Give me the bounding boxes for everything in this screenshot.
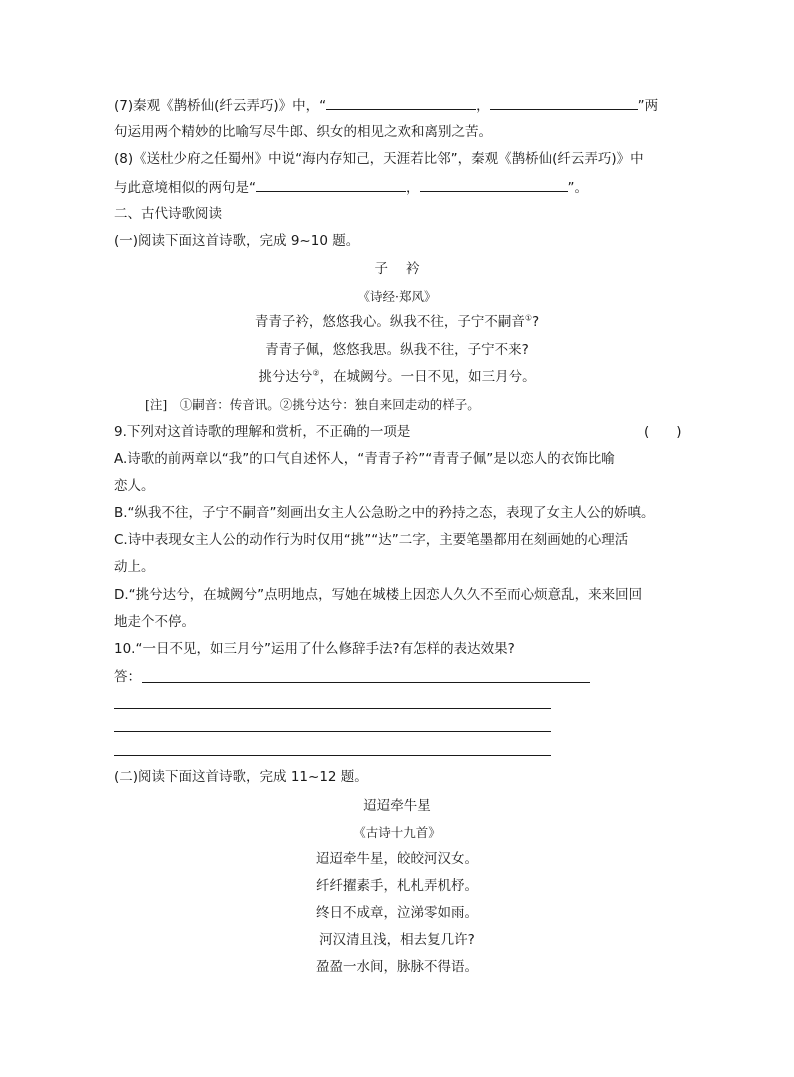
poem1-note-ref-1: ① (524, 313, 532, 323)
q10-answer-line-1[interactable] (142, 682, 590, 683)
q10-answer-line-2[interactable] (114, 708, 551, 709)
poem2-line-2: 纤纤擢素手，札札弄机杼。 (316, 878, 478, 894)
q8-blank-2[interactable] (420, 177, 568, 192)
q9-option-a-line2: 恋人。 (114, 478, 155, 494)
q8-sep: ， (406, 180, 420, 196)
q7-blank-1[interactable] (326, 95, 476, 110)
q10-answer-line-4[interactable] (114, 755, 551, 756)
q8-line2 (114, 177, 588, 197)
q10-answer-line-3[interactable] (114, 731, 551, 732)
poem1-line-1-tail: ? (532, 314, 540, 330)
part1-intro: (一)阅读下面这首诗歌，完成 9~10 题。 (114, 233, 360, 249)
q7-line1 (114, 95, 658, 115)
poem1-line-1 (0, 313, 794, 331)
poem1-line-3 (0, 368, 794, 386)
poem1-note-ref-2: ② (312, 368, 320, 378)
poem2-line-5: 盈盈一水间，脉脉不得语。 (316, 959, 478, 975)
poem2-source: 《古诗十九首》 (353, 825, 441, 840)
poem2-line-1: 迢迢牵牛星，皎皎河汉女。 (316, 851, 478, 867)
poem1-title (0, 260, 794, 278)
q8-prefix: 与此意境相似的两句是“ (114, 180, 256, 196)
poem1-line-2-text: 青青子佩，悠悠我思。纵我不往，子宁不来? (265, 342, 529, 358)
q10-stem: 10.“一日不见，如三月兮”运用了什么修辞手法?有怎样的表达效果? (114, 641, 515, 657)
poem2-title: 迢迢牵牛星 (363, 798, 431, 814)
poem1-line-3-tail: ，在城阙兮。一日不见，如三月兮。 (319, 369, 536, 385)
q9-option-d-line1: D.“挑兮达兮，在城阙兮”点明地点，写她在城楼上因恋人久久不至而心烦意乱，来来回回 (114, 587, 643, 603)
q9-option-a-line1: A.诗歌的前两章以“我”的口气自述怀人，“青青子衿”“青青子佩”是以恋人的衣饰比喻 (114, 451, 615, 467)
section2-title: 二、古代诗歌阅读 (114, 206, 222, 222)
q9-option-c-line2: 动上。 (114, 559, 155, 575)
q9-option-c-line1: C.诗中表现女主人公的动作行为时仅用“挑”“达”二字，主要笔墨都用在刻画她的心理活 (114, 532, 629, 548)
poem2-line-4: 河汉清且浅，相去复几许? (319, 932, 475, 948)
poem1-line-3-text: 挑兮达兮 (258, 369, 313, 385)
q7-suffix: ”两 (637, 98, 659, 114)
q9-option-b-line1: B.“纵我不往，子宁不嗣音”刻画出女主人公急盼之中的矜持之态，表现了女主人公的娇嗔。 (114, 505, 655, 521)
q7-prefix: (7)秦观《鹊桥仙(纤云弄巧)》中，“ (114, 98, 327, 114)
poem2-line-3: 终日不成章，泣涕零如雨。 (316, 905, 478, 921)
q9-stem: 9.下列对这首诗歌的理解和赏析，不正确的一项是 (114, 424, 411, 440)
q8-line1: (8)《送杜少府之任蜀州》中说“海内存知己，天涯若比邻”，秦观《鹊桥仙(纤云弄巧)》中 (114, 151, 644, 167)
part2-intro: (二)阅读下面这首诗歌，完成 11~12 题。 (114, 769, 368, 785)
poem1-source: 《诗经·郑风》 (357, 289, 437, 304)
q7-sep: ， (476, 98, 490, 114)
poem1-line-1-text: 青青子衿，悠悠我心。纵我不往，子宁不嗣音 (254, 314, 525, 330)
q8-suffix: ”。 (567, 180, 588, 196)
q9-option-d-line2: 地走个不停。 (114, 614, 195, 630)
poem1-title-text: 子衿 (374, 261, 438, 277)
q9-answer-bracket[interactable]: ( ) (644, 424, 682, 440)
q10-answer-label: 答： (114, 669, 141, 685)
poem1-line-2 (0, 341, 794, 359)
q7-line2: 句运用两个精妙的比喻写尽牛郎、织女的相见之欢和离别之苦。 (114, 124, 492, 140)
q7-blank-2[interactable] (490, 95, 638, 110)
q8-blank-1[interactable] (256, 177, 406, 192)
poem1-notes: [注] ①嗣音：传音讯。②挑兮达兮：独自来回走动的样子。 (145, 397, 480, 412)
